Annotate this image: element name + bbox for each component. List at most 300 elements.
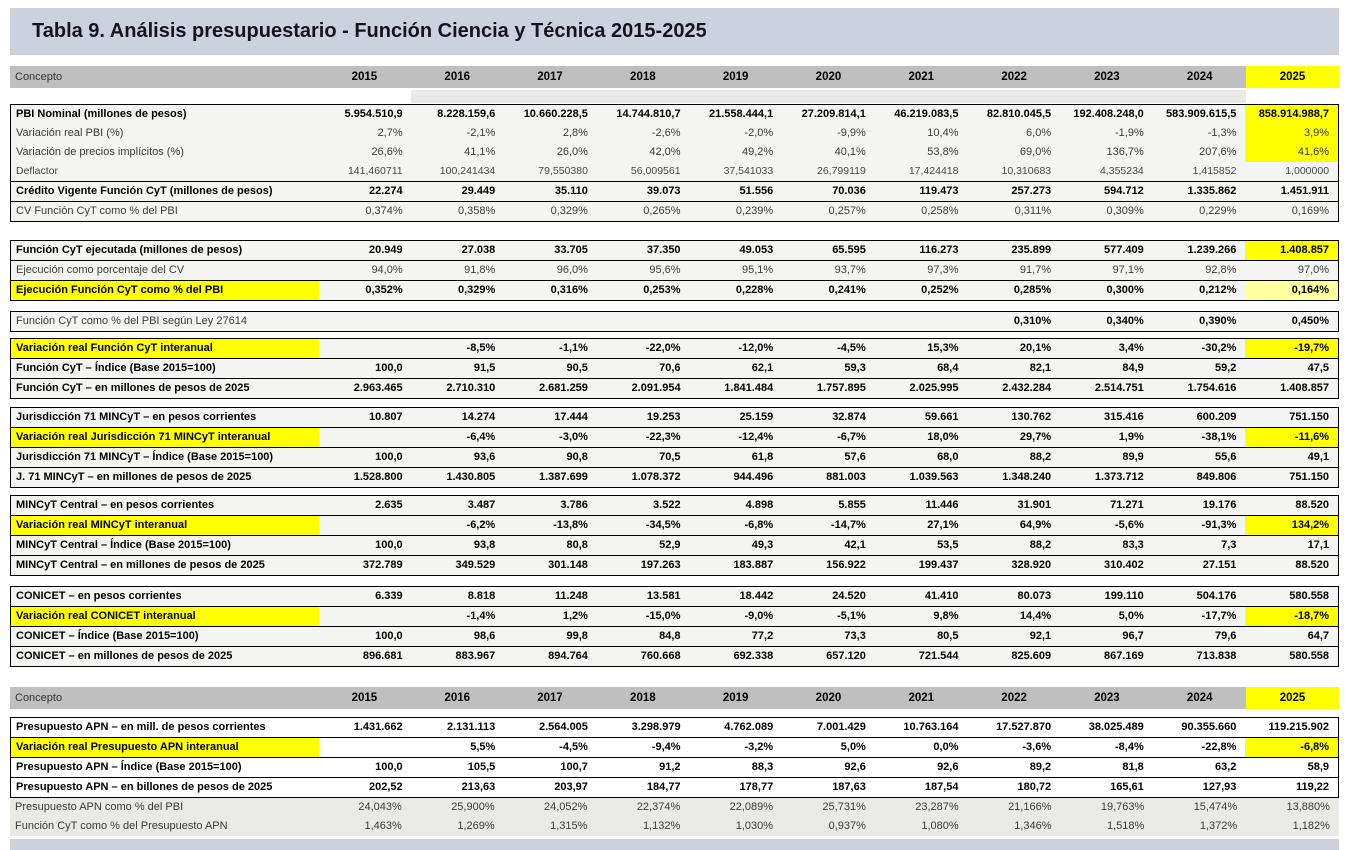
cell-2021: 199.437 — [918, 559, 959, 571]
row-label: Variación real CONICET interanual — [11, 607, 319, 626]
cell-2019: 49.053 — [739, 244, 774, 256]
cell-2015 — [319, 312, 412, 331]
cell-2015: 0,374% — [365, 205, 403, 217]
cell-2023: 199.110 — [1104, 590, 1144, 602]
row-label: Variación real Jurisdicción 71 MINCyT interanual — [11, 428, 319, 447]
cell-2016: -8,5% — [466, 342, 496, 354]
cell-2025: 97,0% — [1297, 264, 1330, 276]
year-header: 2024 — [1186, 692, 1213, 704]
row-label: Jurisdicción 71 MINCyT – en pesos corrientes — [16, 411, 257, 423]
table-row — [11, 162, 1338, 181]
cell-2019: -2,0% — [744, 127, 774, 139]
table-row — [11, 312, 1338, 331]
column-header-row — [10, 66, 1339, 88]
cell-2021: 27,1% — [927, 519, 959, 531]
cell-2021: 187,54 — [924, 781, 959, 793]
cell-2019: 4.762.089 — [724, 721, 774, 733]
cell-2020: 40,1% — [834, 146, 866, 158]
cell-2016: 2.710.310 — [446, 382, 496, 394]
cell-2024: -17,7% — [1201, 610, 1237, 622]
cell-2025: -6,8% — [1245, 738, 1338, 757]
cell-2022: 0,310% — [1013, 315, 1052, 327]
cell-2021: 119.473 — [919, 185, 959, 197]
row-label: Ejecución como porcentaje del CV — [16, 264, 185, 276]
cell-2018: -15,0% — [645, 610, 681, 622]
table-row — [11, 496, 1338, 515]
cell-2017: 35.110 — [554, 185, 588, 197]
cell-2018: 0,253% — [643, 284, 681, 296]
cell-2015: 2.963.465 — [353, 382, 403, 394]
cell-2017: 90,8 — [566, 451, 588, 463]
cell-2019: 51.556 — [739, 185, 774, 197]
cell-2021: 23,287% — [915, 801, 959, 813]
cell-2020: 7.001.429 — [816, 721, 866, 733]
year-header: 2018 — [630, 71, 656, 83]
cell-2019: -3,2% — [744, 741, 774, 753]
cell-2016: 14.274 — [461, 411, 496, 423]
cell-2023: -1,9% — [1115, 127, 1144, 139]
cell-2021: 53,8% — [927, 146, 959, 158]
column-header-concepto: Concepto — [15, 692, 63, 704]
cell-2017: -4,5% — [559, 741, 588, 753]
cell-2015: 896.681 — [362, 650, 403, 662]
cell-2019: -12,0% — [738, 342, 774, 354]
cell-2025: 41,6% — [1245, 143, 1338, 162]
cell-2015: 5.954.510,9 — [344, 108, 403, 120]
cell-2021: 2.025.995 — [909, 382, 959, 394]
cell-2024: 600.209 — [1196, 411, 1237, 423]
cell-2015: 24,043% — [358, 801, 402, 813]
cell-2018: 37.350 — [646, 244, 681, 256]
table-section — [10, 240, 1339, 301]
cell-2024: 19.176 — [1202, 499, 1237, 511]
cell-2021: 9,8% — [933, 610, 959, 622]
table-section — [10, 798, 1339, 836]
cell-2021: 53,5 — [937, 539, 959, 551]
cell-2017 — [504, 312, 597, 331]
cell-2017: 3.786 — [560, 499, 588, 511]
cell-2015: 22.274 — [368, 185, 403, 197]
cell-2019: 0,239% — [735, 205, 774, 217]
cell-2017: 203,97 — [554, 781, 588, 793]
cell-2024: -22,8% — [1201, 741, 1237, 753]
cell-2022: 2.432.284 — [1002, 382, 1052, 394]
year-header: 2018 — [630, 692, 656, 704]
cell-2022: 20,1% — [1019, 342, 1052, 354]
cell-2024: 1.239.266 — [1187, 244, 1237, 256]
row-label: Función CyT – en millones de pesos de 2025 — [16, 382, 250, 394]
cell-2022: 82.810.045,5 — [986, 108, 1052, 120]
cell-2017: 33.705 — [554, 244, 588, 256]
cell-2020: 65.595 — [832, 244, 866, 256]
cell-2016: -1,4% — [466, 610, 496, 622]
table-row — [11, 427, 1338, 447]
cell-2024: 92,8% — [1205, 264, 1237, 276]
cell-2023: 165,61 — [1110, 781, 1144, 793]
cell-2024: -91,3% — [1201, 519, 1237, 531]
cell-2018 — [597, 312, 690, 331]
cell-2023: 867.169 — [1104, 650, 1144, 662]
cell-2022: 257.273 — [1011, 185, 1052, 197]
cell-2018: -2,6% — [651, 127, 681, 139]
cell-2023: 89,9 — [1122, 451, 1144, 463]
row-label: CONICET – Índice (Base 2015=100) — [16, 630, 199, 642]
cell-2018: -22,0% — [645, 342, 681, 354]
cell-2020: -6,7% — [837, 431, 866, 443]
cell-2023: 3,4% — [1118, 342, 1144, 354]
cell-2015 — [319, 428, 412, 447]
cell-2017: 301.148 — [548, 559, 588, 571]
cell-2019: -9,0% — [744, 610, 774, 622]
cell-2024: 63,2 — [1214, 761, 1237, 773]
cell-2023: 1,9% — [1118, 431, 1144, 443]
cell-2016: -6,2% — [466, 519, 496, 531]
cell-2019 — [690, 312, 783, 331]
cell-2018: 39.073 — [646, 185, 681, 197]
cell-2024: 1.335.862 — [1187, 185, 1237, 197]
row-label: Variación real MINCyT interanual — [11, 516, 319, 535]
cell-2016: 3.487 — [467, 499, 496, 511]
cell-2016: 98,6 — [473, 630, 496, 642]
cell-2018: 91,2 — [659, 761, 681, 773]
cell-2025: 580.558 — [1289, 590, 1330, 602]
cell-2018: 3.522 — [653, 499, 681, 511]
cell-2022: 64,9% — [1019, 519, 1052, 531]
cell-2018: 22,374% — [636, 801, 681, 813]
cell-2016: 105,5 — [467, 761, 496, 773]
row-label: Variación de precios implícitos (%) — [16, 146, 184, 158]
cell-2015: 1.528.800 — [353, 471, 403, 483]
cell-2016: 349.529 — [455, 559, 496, 571]
row-label: CONICET – en pesos corrientes — [16, 590, 182, 602]
cell-2015: 6.339 — [375, 590, 403, 602]
cell-2025: 17,1 — [1307, 539, 1330, 551]
cell-2025: 88.520 — [1295, 559, 1330, 571]
cell-2017: 1.387.699 — [538, 471, 588, 483]
cell-2018: 1.078.372 — [631, 471, 681, 483]
cell-2020: -5,1% — [837, 610, 866, 622]
year-header: 2016 — [444, 692, 471, 704]
cell-2017: 0,316% — [550, 284, 588, 296]
cell-2021: 68,0 — [937, 451, 959, 463]
year-header: 2022 — [1001, 692, 1027, 704]
cell-2017: 1,315% — [550, 820, 588, 832]
year-header: 2023 — [1094, 71, 1120, 83]
cell-2020: 32.874 — [832, 411, 866, 423]
row-label: Crédito Vigente Función CyT (millones de pesos) — [16, 185, 273, 197]
cell-2025: 0,169% — [1291, 205, 1330, 217]
cell-2015: 100,0 — [375, 539, 403, 551]
cell-2016: 2.131.113 — [446, 721, 496, 733]
cell-2019: 21.558.444,1 — [708, 108, 774, 120]
cell-2024: 15,474% — [1193, 801, 1238, 813]
cell-2016: 1.430.805 — [446, 471, 496, 483]
cell-2016: 883.967 — [455, 650, 496, 662]
cell-2025: -11,6% — [1245, 428, 1338, 447]
cell-2024: 504.176 — [1196, 590, 1237, 602]
cell-2017: -3,0% — [559, 431, 588, 443]
cell-2019: 49,2% — [742, 146, 774, 158]
table-row — [11, 260, 1338, 280]
year-header: 2020 — [815, 692, 842, 704]
cell-2022: 91,7% — [1019, 264, 1052, 276]
cell-2015: 100,0 — [375, 451, 403, 463]
cell-2016: 41,1% — [464, 146, 496, 158]
cell-2024: 849.806 — [1196, 471, 1237, 483]
table-row — [11, 757, 1338, 777]
cell-2022: 825.609 — [1011, 650, 1052, 662]
table-row — [11, 280, 1338, 300]
year-header: 2021 — [908, 71, 935, 83]
cell-2018: 52,9 — [659, 539, 681, 551]
table-row — [11, 515, 1338, 535]
cell-2020: 73,3 — [844, 630, 866, 642]
cell-2025: -19,7% — [1245, 339, 1338, 358]
cell-2019: 4.898 — [745, 499, 774, 511]
cell-2021: 0,0% — [933, 741, 959, 753]
table-row — [11, 606, 1338, 626]
year-header: 2022 — [1001, 71, 1027, 83]
table-row — [11, 143, 1338, 162]
spacer-fill — [411, 90, 1246, 103]
cell-2025: 751.150 — [1289, 471, 1330, 483]
table-row — [11, 447, 1338, 467]
cell-2025: 0,164% — [1245, 281, 1338, 300]
cell-2016: 29.449 — [461, 185, 496, 197]
cell-2023: 577.409 — [1104, 244, 1144, 256]
table-section — [10, 586, 1339, 667]
cell-2024: 0,229% — [1199, 205, 1237, 217]
cell-2024: 90.355.660 — [1181, 721, 1237, 733]
cell-2015: 2,7% — [377, 127, 403, 139]
cell-2017: 99,8 — [566, 630, 588, 642]
cell-2016: -6,4% — [466, 431, 496, 443]
cell-2024: 55,6 — [1214, 451, 1237, 463]
cell-2025: 580.558 — [1289, 650, 1330, 662]
table-row — [11, 467, 1338, 487]
cell-2016: 1,269% — [457, 820, 495, 832]
cell-2016: 8.818 — [467, 590, 496, 602]
cell-2023: 83,3 — [1122, 539, 1144, 551]
cell-2020: 26,799119 — [816, 165, 866, 177]
cell-2018: 14.744.810,7 — [616, 108, 681, 120]
cell-2017: 79,550380 — [538, 165, 588, 177]
column-header-row — [10, 687, 1339, 709]
cell-2025: 88.520 — [1295, 499, 1330, 511]
row-label: Función CyT – Índice (Base 2015=100) — [16, 362, 216, 374]
cell-2025: 119,22 — [1296, 781, 1330, 793]
table-section — [10, 338, 1339, 399]
year-header: 2019 — [722, 692, 749, 704]
cell-2022: 89,2 — [1029, 761, 1052, 773]
cell-2019: 178,77 — [739, 781, 774, 793]
cell-2018: -22,3% — [645, 431, 681, 443]
table-row — [10, 798, 1339, 817]
cell-2020 — [782, 312, 875, 331]
row-label: Función CyT como % del PBI según Ley 27614 — [16, 315, 247, 327]
cell-2016: -2,1% — [466, 127, 496, 139]
cell-2021: 10.763.164 — [903, 721, 959, 733]
cell-2025: 1,000000 — [1285, 165, 1330, 177]
cell-2018: 70,6 — [659, 362, 681, 374]
cell-2023: 594.712 — [1104, 185, 1144, 197]
cell-2019: 183.887 — [733, 559, 774, 571]
cell-2020: 0,257% — [828, 205, 866, 217]
table-section — [10, 717, 1339, 798]
cell-2022: 1,346% — [1014, 820, 1052, 832]
table-section — [10, 495, 1339, 576]
row-label: Variación real Presupuesto APN interanual — [11, 738, 319, 757]
cell-2019: 0,228% — [735, 284, 774, 296]
table-row — [11, 718, 1338, 737]
cell-2020: 70.036 — [832, 185, 866, 197]
cell-2021: 721.544 — [918, 650, 959, 662]
cell-2025: 1.408.857 — [1280, 382, 1330, 394]
cell-2019: 25.159 — [739, 411, 774, 423]
cell-2025: 64,7 — [1307, 630, 1330, 642]
cell-2020: 92,6 — [844, 761, 866, 773]
cell-2022: 92,1 — [1029, 630, 1052, 642]
cell-2025: 49,1 — [1307, 451, 1330, 463]
table-row — [11, 555, 1338, 575]
cell-2023: 4,355234 — [1099, 165, 1144, 177]
cell-2022: 80.073 — [1017, 590, 1052, 602]
cell-2021: 17,424418 — [908, 165, 959, 177]
cell-2023: 81,8 — [1122, 761, 1144, 773]
cell-2018: 0,265% — [643, 205, 681, 217]
cell-2017: 90,5 — [566, 362, 588, 374]
cell-2022: 328.920 — [1011, 559, 1052, 571]
cell-2020: -4,5% — [837, 342, 866, 354]
cell-2024: 59,2 — [1214, 362, 1237, 374]
row-label: Presupuesto APN – en billones de pesos de 2025 — [16, 781, 273, 793]
cell-2020: 59,3 — [844, 362, 866, 374]
cell-2024: -38,1% — [1201, 431, 1237, 443]
cell-2025: 3,9% — [1245, 124, 1338, 143]
cell-2023: 71.271 — [1110, 499, 1144, 511]
cell-2015: 1,463% — [364, 820, 402, 832]
cell-2018: 19.253 — [646, 411, 681, 423]
year-header: 2021 — [908, 692, 935, 704]
cell-2018: 1,132% — [642, 820, 681, 832]
cell-2022: 17.527.870 — [996, 721, 1052, 733]
cell-2017: 24,052% — [544, 801, 588, 813]
cell-2015: 2.635 — [375, 499, 403, 511]
cell-2015: 141,460711 — [347, 165, 403, 177]
cell-2019: 62,1 — [751, 362, 774, 374]
row-label: Función CyT como % del Presupuesto APN — [15, 820, 228, 832]
cell-2016: 8.228.159,6 — [437, 108, 496, 120]
cell-2022: 21,166% — [1008, 801, 1052, 813]
cell-2024: 1,372% — [1199, 820, 1238, 832]
cell-2021: 59.661 — [924, 411, 959, 423]
cell-2016: 27.038 — [461, 244, 496, 256]
row-label: CV Función CyT como % del PBI — [16, 205, 178, 217]
row-label: MINCyT Central – en pesos corrientes — [16, 499, 215, 511]
cell-2015: 94,0% — [371, 264, 403, 276]
cell-2018: 95,6% — [649, 264, 681, 276]
cell-2015: 100,0 — [375, 630, 403, 642]
cell-2022: 31.901 — [1017, 499, 1052, 511]
cell-2020: 25,731% — [822, 801, 866, 813]
cell-2015 — [319, 607, 412, 626]
cell-2020: 0,241% — [828, 284, 866, 296]
cell-2019: 1,030% — [735, 820, 774, 832]
cell-2020: 57,6 — [844, 451, 866, 463]
cell-2018: -34,5% — [645, 519, 681, 531]
cell-2021: 1.039.563 — [909, 471, 959, 483]
cell-2025: 1.408.857 — [1245, 241, 1338, 260]
cell-2020: 0,937% — [828, 820, 866, 832]
cell-2020: 187,63 — [832, 781, 866, 793]
cell-2024: 1,415852 — [1192, 165, 1237, 177]
cell-2019: -6,8% — [744, 519, 774, 531]
cell-2020: 5.855 — [838, 499, 866, 511]
table-row — [11, 408, 1338, 427]
cell-2017: 17.444 — [554, 411, 588, 423]
cell-2018: 70,5 — [659, 451, 681, 463]
cell-2019: 37,541033 — [723, 165, 774, 177]
report-page — [10, 8, 1339, 850]
cell-2017: 0,329% — [550, 205, 588, 217]
cell-2023: 84,9 — [1122, 362, 1144, 374]
cell-2016: 91,5 — [473, 362, 496, 374]
cell-2019: 692.338 — [733, 650, 774, 662]
table-row — [11, 587, 1338, 606]
cell-2019: -12,4% — [738, 431, 774, 443]
cell-2021: 116.273 — [919, 244, 959, 256]
cell-2022: -3,6% — [1022, 741, 1052, 753]
cell-2022: 14,4% — [1019, 610, 1052, 622]
cell-2016: 100,241434 — [439, 165, 496, 177]
cell-2015: 100,0 — [375, 362, 403, 374]
cell-2015: 26,6% — [371, 146, 403, 158]
cell-2020: 93,7% — [834, 264, 866, 276]
year-header: 2023 — [1094, 692, 1120, 704]
cell-2020: -14,7% — [830, 519, 866, 531]
cell-2025: 13,880% — [1286, 801, 1330, 813]
cell-2019: 18.442 — [739, 590, 774, 602]
cell-2022: 1.348.240 — [1002, 471, 1052, 483]
cell-2024: 0,212% — [1199, 284, 1237, 296]
cell-2024: 713.838 — [1196, 650, 1237, 662]
cell-2017: -13,8% — [553, 519, 588, 531]
cell-2023: 315.416 — [1104, 411, 1144, 423]
cell-2016 — [412, 312, 505, 331]
footer-band — [10, 839, 1339, 850]
year-header: 2020 — [815, 71, 842, 83]
cell-2017: 1,2% — [562, 610, 588, 622]
cell-2021: 1,080% — [921, 820, 959, 832]
cell-2024: 7,3 — [1221, 539, 1237, 551]
cell-2022: 180,72 — [1017, 781, 1052, 793]
cell-2021: 18,0% — [927, 431, 959, 443]
spacer-left — [10, 88, 411, 104]
table-section — [10, 407, 1339, 488]
cell-2024: 27.151 — [1202, 559, 1237, 571]
cell-2017: 894.764 — [548, 650, 588, 662]
table-row — [11, 358, 1338, 378]
cell-2025: 119.215.902 — [1268, 721, 1330, 733]
cell-2023: 38.025.489 — [1088, 721, 1144, 733]
cell-2023: 0,340% — [1106, 315, 1144, 327]
cell-2017: 26,0% — [556, 146, 588, 158]
cell-2016: 213,63 — [461, 781, 496, 793]
cell-2023: 2.514.751 — [1094, 382, 1144, 394]
cell-2018: 2.091.954 — [631, 382, 681, 394]
row-label: Presupuesto APN – Índice (Base 2015=100) — [16, 761, 242, 773]
cell-2019: 95,1% — [742, 264, 774, 276]
